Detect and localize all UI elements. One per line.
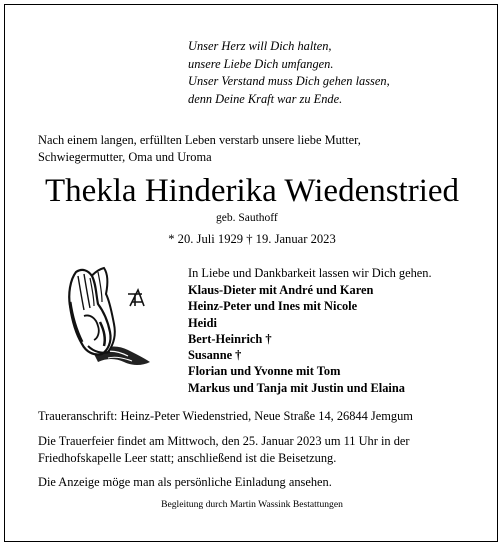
service-line: Die Trauerfeier findet am Mittwoch, den 25. Januar 2023 um 11 Uhr in der	[38, 434, 410, 448]
family-member: Bert-Heinrich †	[188, 331, 272, 346]
family-list	[188, 282, 405, 396]
poem-line: unsere Liebe Dich umfangen.	[188, 56, 334, 71]
intro-text	[38, 132, 361, 165]
family-member: Florian und Yvonne mit Tom	[188, 364, 341, 379]
poem	[188, 38, 390, 108]
poem-line: Unser Herz will Dich halten,	[188, 39, 332, 53]
family-member: Heinz-Peter und Ines mit Nicole	[188, 299, 358, 314]
family-member: Markus und Tanja mit Justin und Elaina	[188, 380, 405, 395]
deceased-name: Thekla Hinderika Wiedenstried	[44, 173, 460, 209]
praying-hands-icon	[54, 262, 158, 374]
intro-line: Nach einem langen, erfüllten Leben verstarb unsere liebe Mutter,	[38, 133, 361, 147]
service-info	[38, 433, 410, 466]
undertaker-credit: Begleitung durch Martin Wassink Bestattungen	[161, 499, 343, 510]
family-member: Susanne †	[188, 348, 242, 363]
invitation-note: Die Anzeige möge man als persönliche Einladung ansehen.	[38, 475, 332, 489]
poem-line: denn Deine Kraft war zu Ende.	[188, 91, 343, 106]
service-line: Friedhofskapelle Leer statt; anschließend ist die Beisetzung.	[38, 450, 337, 465]
poem-line: Unser Verstand muss Dich gehen lassen,	[188, 74, 390, 88]
birth-name: geb. Sauthoff	[216, 212, 278, 224]
mourning-address: Traueranschrift: Heinz-Peter Wiedenstried, Neue Straße 14, 26844 Jemgum	[38, 409, 413, 423]
intro-line: Schwiegermutter, Oma und Uroma	[38, 149, 212, 164]
life-dates: * 20. Juli 1929 † 19. Januar 2023	[168, 232, 336, 246]
family-member: Klaus-Dieter mit André und Karen	[188, 283, 374, 297]
thanks-line: In Liebe und Dankbarkeit lassen wir Dich gehen.	[188, 266, 432, 280]
family-member: Heidi	[188, 315, 217, 330]
